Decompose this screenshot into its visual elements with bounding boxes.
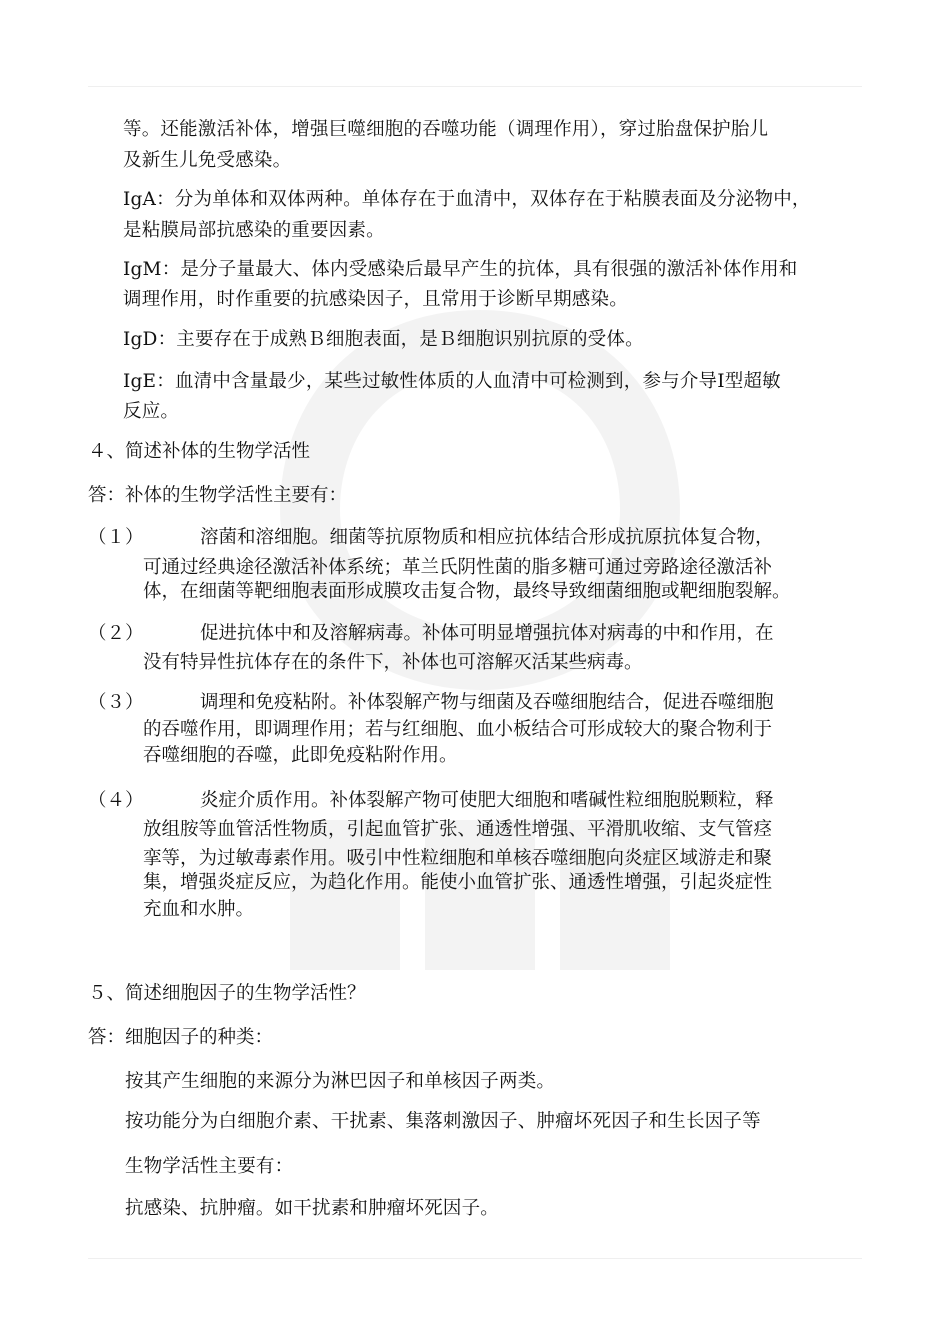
q4-item-1-line-3: 体，在细菌等靶细胞表面形成膜攻击复合物，最终导致细菌细胞或靶细胞裂解。	[143, 581, 791, 602]
ig-para-line-2: 及新生儿免受感染。	[123, 150, 292, 171]
ige-line-1: IgE：血清中含量最少，某些过敏性体质的人血清中可检测到，参与介导Ⅰ型超敏	[123, 371, 781, 392]
igm-line-1: IgM：是分子量最大、体内受感染后最早产生的抗体，具有很强的激活补体作用和	[123, 259, 798, 280]
footer-rule	[88, 1258, 862, 1259]
q4-item-1-line-2: 可通过经典途径激活补体系统；革兰氏阴性菌的脂多糖可通过旁路途径激活补	[143, 557, 773, 578]
q4-answer: 答：补体的生物学活性主要有：	[88, 485, 348, 506]
q5-line-1: 按其产生细胞的来源分为淋巴因子和单核因子两类。	[125, 1071, 556, 1092]
q4-item-4-line-5: 充血和水肿。	[143, 899, 255, 920]
q5-line-3: 生物学活性主要有：	[125, 1156, 294, 1177]
q4-item-1-line-1: 溶菌和溶细胞。细菌等抗原物质和相应抗体结合形成抗原抗体复合物，	[200, 527, 774, 548]
q4-heading: ４、简述补体的生物学活性	[88, 441, 311, 462]
q4-item-1-num: （１）	[88, 527, 144, 548]
q4-item-4-line-3: 挛等，为过敏毒素作用。吸引中性粒细胞和单核吞噬细胞向炎症区域游走和聚	[143, 848, 773, 869]
ig-para-line-1: 等。还能激活补体，增强巨噬细胞的吞噬功能（调理作用），穿过胎盘保护胎儿	[123, 119, 769, 140]
igm-line-2: 调理作用，时作重要的抗感染因子，且常用于诊断早期感染。	[123, 289, 628, 310]
igd-line-1: IgD：主要存在于成熟Ｂ细胞表面，是Ｂ细胞识别抗原的受体。	[123, 329, 644, 350]
q4-item-3-line-2: 的吞噬作用，即调理作用；若与红细胞、血小板结合可形成较大的聚合物利于	[143, 719, 773, 740]
q5-line-4: 抗感染、抗肿瘤。如干扰素和肿瘤坏死因子。	[125, 1198, 500, 1219]
q4-item-4-line-4: 集，增强炎症反应，为趋化作用。能使小血管扩张、通透性增强，引起炎症性	[143, 872, 773, 893]
q4-item-3-num: （３）	[88, 692, 144, 713]
q4-item-4-num: （４）	[88, 790, 144, 811]
header-rule	[88, 86, 862, 87]
iga-line-1: IgA：分为单体和双体两种。单体存在于血清中，双体存在于粘膜表面及分泌物中，	[123, 189, 811, 210]
q4-item-3-line-1: 调理和免疫粘附。补体裂解产物与细菌及吞噬细胞结合，促进吞噬细胞	[200, 692, 774, 713]
q4-item-2-line-1: 促进抗体中和及溶解病毒。补体可明显增强抗体对病毒的中和作用，在	[200, 623, 774, 644]
iga-line-2: 是粘膜局部抗感染的重要因素。	[123, 220, 385, 241]
q4-item-4-line-2: 放组胺等血管活性物质，引起血管扩张、通透性增强、平滑肌收缩、支气管痉	[143, 819, 773, 840]
q5-line-2: 按功能分为白细胞介素、干扰素、集落刺激因子、肿瘤坏死因子和生长因子等	[125, 1111, 761, 1132]
q5-answer: 答：细胞因子的种类：	[88, 1027, 274, 1048]
q4-item-4-line-1: 炎症介质作用。补体裂解产物可使肥大细胞和嗜碱性粒细胞脱颗粒，释	[200, 790, 774, 811]
ige-line-2: 反应。	[123, 401, 180, 422]
q5-heading: ５、简述细胞因子的生物学活性？	[88, 983, 366, 1004]
q4-item-2-num: （２）	[88, 623, 144, 644]
q4-item-3-line-3: 吞噬细胞的吞噬，此即免疫粘附作用。	[143, 745, 458, 766]
q4-item-2-line-2: 没有特异性抗体存在的条件下，补体也可溶解灭活某些病毒。	[143, 652, 643, 673]
